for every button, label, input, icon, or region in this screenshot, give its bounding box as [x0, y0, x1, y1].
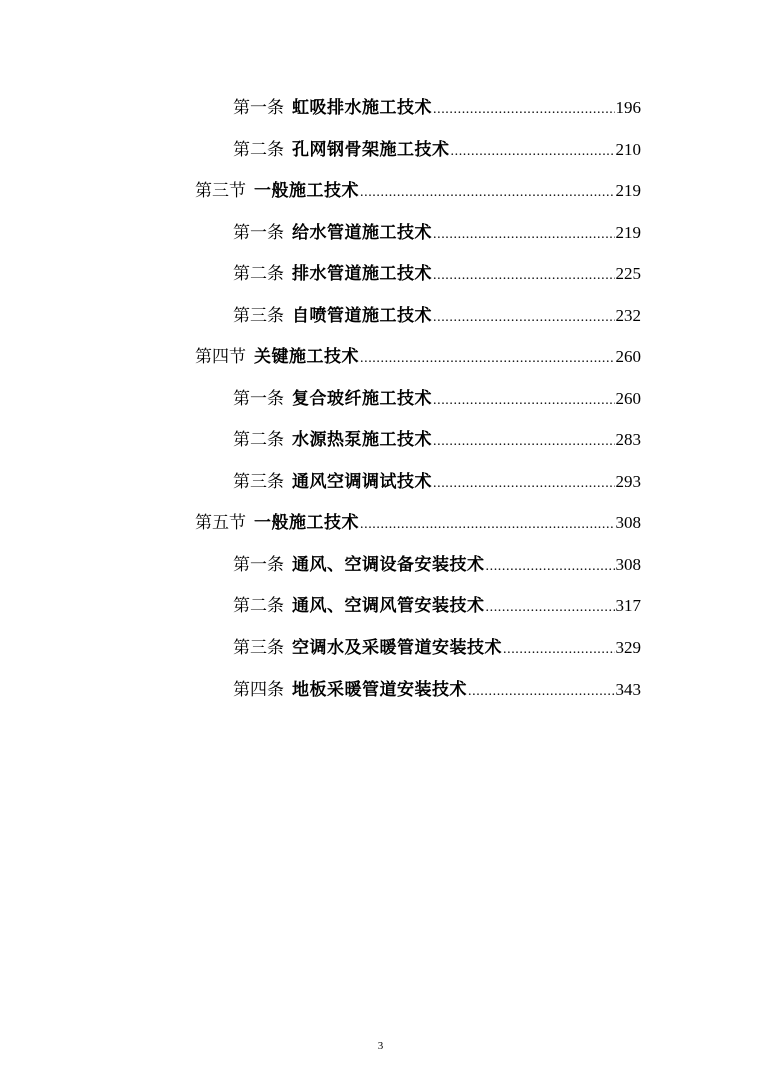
toc-entry-page: 308 — [615, 513, 641, 532]
toc-dot-leader — [433, 430, 615, 454]
toc-entry-title: 复合玻纤施工技术 — [292, 389, 432, 409]
toc-entry-number: 第二条 — [233, 264, 284, 284]
toc-entry[interactable] — [233, 470, 641, 494]
toc-entry-page: 343 — [615, 680, 641, 699]
toc-entry-number: 第一条 — [233, 223, 284, 243]
toc-entry-title: 一般施工技术 — [254, 181, 359, 201]
toc-entry-title: 自喷管道施工技术 — [292, 306, 432, 326]
toc-entry-number: 第二条 — [233, 140, 284, 160]
toc-entry-number: 第三条 — [233, 638, 284, 658]
toc-entry-number: 第三条 — [233, 472, 284, 492]
toc-entry-page: 196 — [615, 98, 641, 117]
toc-entry[interactable] — [233, 387, 641, 411]
toc-dot-leader — [360, 347, 615, 371]
toc-dot-leader — [451, 140, 615, 164]
toc-entry[interactable] — [233, 138, 641, 162]
toc-dot-leader — [433, 264, 615, 288]
toc-dot-leader — [486, 596, 615, 620]
toc-entry-number: 第一条 — [233, 555, 284, 575]
toc-entry-title: 通风、空调设备安装技术 — [292, 555, 485, 575]
toc-entry-title: 通风空调调试技术 — [292, 472, 432, 492]
toc-entry-page: 283 — [615, 430, 641, 449]
toc-dot-leader — [486, 555, 615, 579]
toc-entry-page: 232 — [615, 306, 641, 325]
toc-entry-title: 给水管道施工技术 — [292, 223, 432, 243]
toc-entry-number: 第一条 — [233, 98, 284, 118]
toc-entry-number: 第三节 — [195, 181, 246, 201]
toc-section-entry[interactable] — [195, 179, 641, 203]
toc-entry[interactable] — [233, 304, 641, 328]
toc-entry-page: 219 — [615, 181, 641, 200]
toc-entry-number: 第一条 — [233, 389, 284, 409]
toc-dot-leader — [433, 223, 615, 247]
toc-entry-title: 孔网钢骨架施工技术 — [292, 140, 450, 160]
toc-entry-title: 排水管道施工技术 — [292, 264, 432, 284]
toc-entry[interactable] — [233, 678, 641, 702]
toc-entry-number: 第二条 — [233, 430, 284, 450]
toc-entry-title: 一般施工技术 — [254, 513, 359, 533]
toc-entry-number: 第四条 — [233, 680, 284, 700]
toc-entry-page: 260 — [615, 347, 641, 366]
toc-entry[interactable] — [233, 221, 641, 245]
toc-section-entry[interactable] — [195, 511, 641, 535]
toc-dot-leader — [433, 472, 615, 496]
toc-dot-leader — [360, 181, 615, 205]
toc-entry-page: 293 — [615, 472, 641, 491]
toc-dot-leader — [433, 306, 615, 330]
toc-entry-page: 260 — [615, 389, 641, 408]
toc-entry-title: 水源热泵施工技术 — [292, 430, 432, 450]
toc-entry-number: 第四节 — [195, 347, 246, 367]
toc-entry-number: 第二条 — [233, 596, 284, 616]
toc-entry-page: 225 — [615, 264, 641, 283]
toc-entry-number: 第五节 — [195, 513, 246, 533]
toc-dot-leader — [433, 389, 615, 413]
toc-entry-title: 虹吸排水施工技术 — [292, 98, 432, 118]
page-number: 3 — [377, 1040, 384, 1052]
toc-entry-number: 第三条 — [233, 306, 284, 326]
toc-entry-page: 317 — [615, 596, 641, 615]
toc-entry-title: 空调水及采暖管道安装技术 — [292, 638, 502, 658]
toc-entry[interactable] — [233, 428, 641, 452]
toc-entry-page: 329 — [615, 638, 641, 657]
toc-dot-leader — [360, 513, 615, 537]
toc-entry[interactable] — [233, 262, 641, 286]
toc-entry-title: 地板采暖管道安装技术 — [292, 680, 467, 700]
toc-dot-leader — [503, 638, 615, 662]
toc-entry-page: 219 — [615, 223, 641, 242]
toc-entry[interactable] — [233, 553, 641, 577]
toc-entry[interactable] — [233, 636, 641, 660]
toc-section-entry[interactable] — [195, 345, 641, 369]
toc-entry[interactable] — [233, 96, 641, 120]
toc-entry[interactable] — [233, 594, 641, 618]
toc-entry-title: 关键施工技术 — [254, 347, 359, 367]
toc-dot-leader — [433, 98, 615, 122]
toc-entry-page: 210 — [615, 140, 641, 159]
toc-entry-page: 308 — [615, 555, 641, 574]
toc-entry-title: 通风、空调风管安装技术 — [292, 596, 485, 616]
toc-dot-leader — [468, 680, 615, 704]
